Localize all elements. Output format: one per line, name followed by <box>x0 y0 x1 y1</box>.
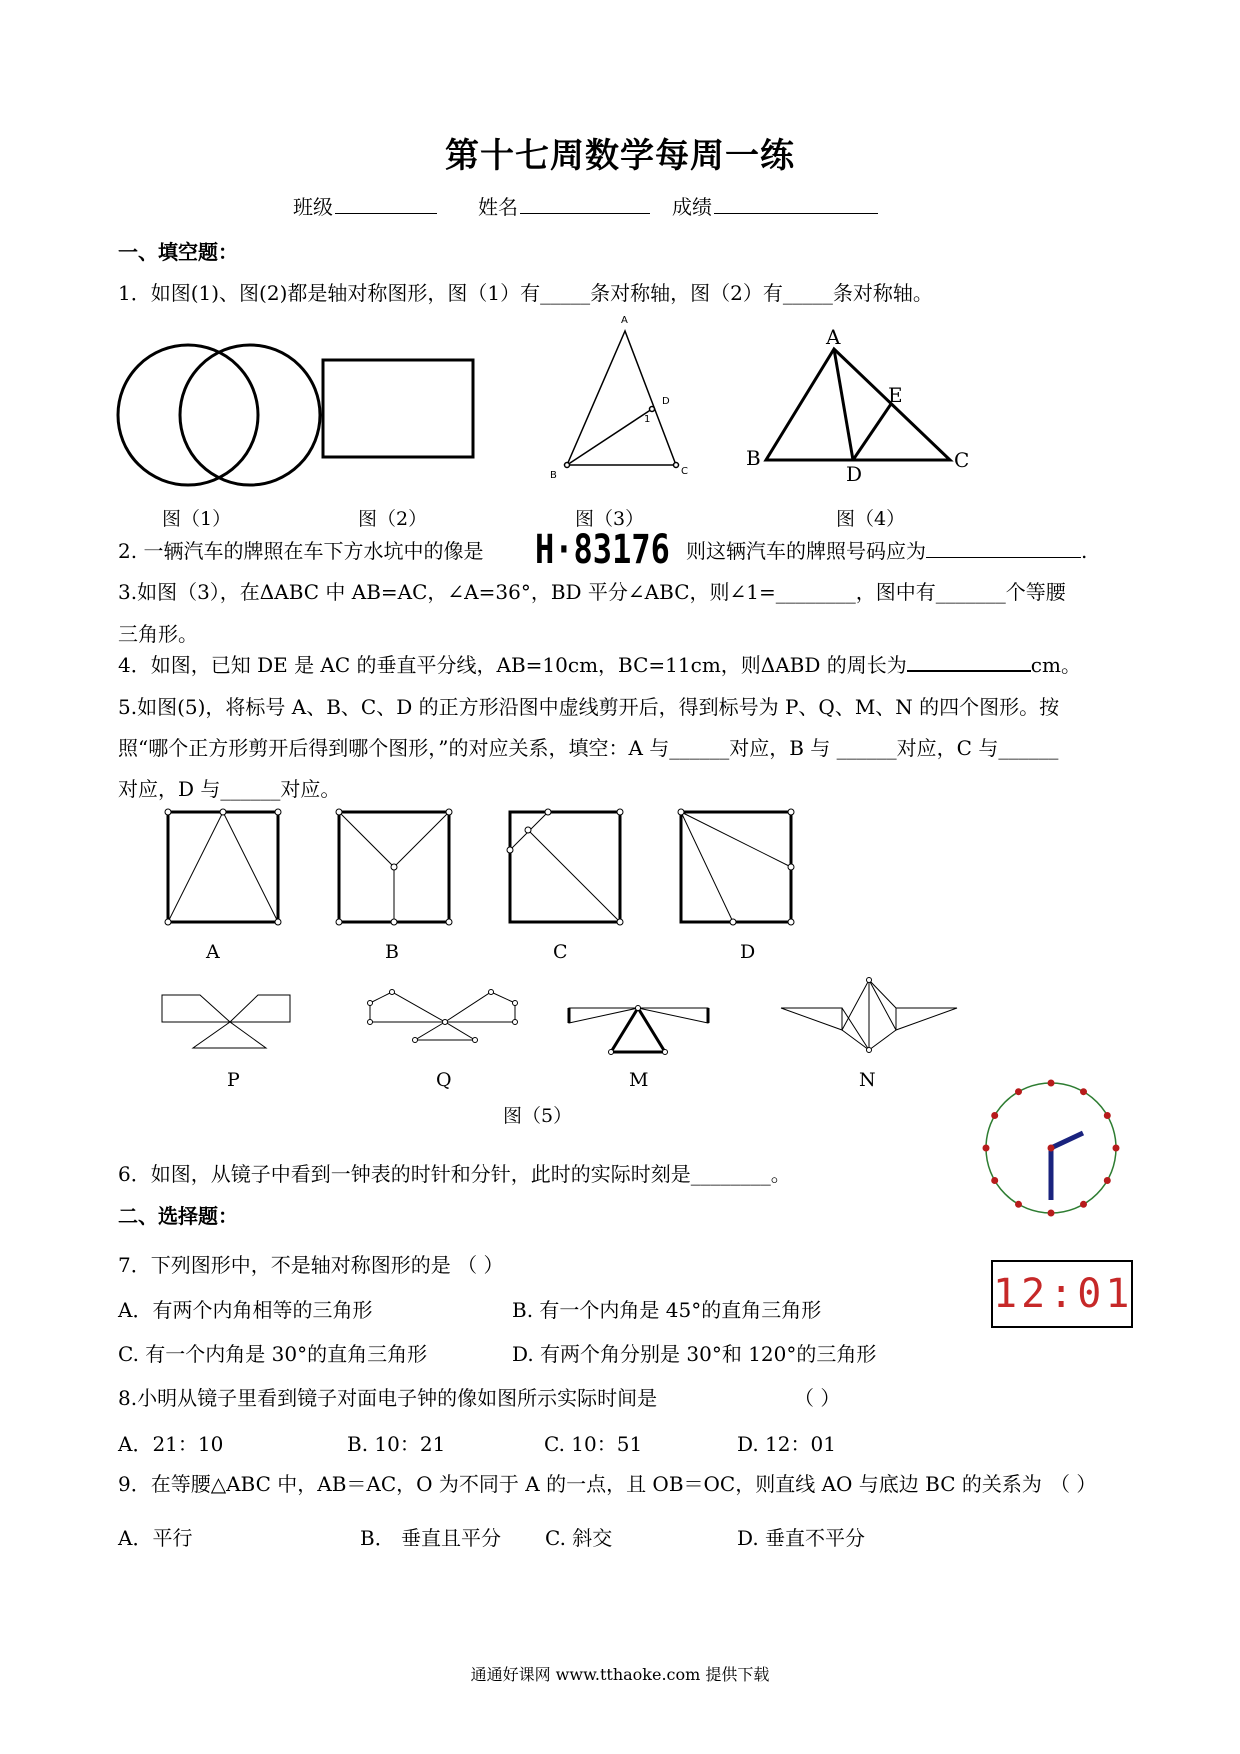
name-label: 姓名 <box>478 195 518 219</box>
piece-label-m: M <box>629 1069 649 1091</box>
piece-label-p: P <box>227 1069 240 1091</box>
question-9: 9．在等腰△ABC 中，AB＝AC，O 为不同于 A 的一点，且 OB＝OC，则直线 AO 与底边 BC 的关系为 <box>118 1472 1042 1496</box>
q9-option-c[interactable]: C. 斜交 <box>545 1526 613 1550</box>
q7-option-b[interactable]: B. 有一个内角是 45°的直角三角形 <box>512 1298 822 1322</box>
section-multiple-choice: 二、选择题： <box>118 1204 238 1228</box>
question-6: 6．如图，从镜子中看到一钟表的时针和分针，此时的实际时刻是________。 <box>118 1162 791 1186</box>
q9-option-a[interactable]: A．平行 <box>118 1526 193 1550</box>
fig4-label-b: B <box>746 446 761 470</box>
q8-option-c[interactable]: C. 10：51 <box>544 1432 643 1456</box>
fig3-label-c: C <box>681 466 688 477</box>
section-fill-blank: 一、填空题： <box>118 240 238 264</box>
fig3-label-b: B <box>550 470 557 481</box>
fig3-label-1: 1 <box>644 414 651 425</box>
q8-option-b[interactable]: B. 10：21 <box>347 1432 446 1456</box>
q8-option-a[interactable]: A．21：10 <box>118 1432 224 1456</box>
q7-option-a[interactable]: A．有两个内角相等的三角形 <box>118 1298 373 1322</box>
q9-option-b[interactable]: B． 垂直且平分 <box>360 1526 502 1550</box>
piece-label-q: Q <box>436 1069 452 1091</box>
q8-option-d[interactable]: D. 12：01 <box>737 1432 836 1456</box>
caption-fig-1: 图（1） <box>162 508 232 530</box>
question-1: 1．如图(1)、图(2)都是轴对称图形，图（1）有_____条对称轴，图（2）有_____条对称轴。 <box>118 281 933 305</box>
mirrored-license-plate: H·83176 <box>535 527 670 573</box>
question-3-line-1: 3.如图（3），在ΔABC 中 AB=AC，∠A=36°，BD 平分∠ABC，则∠1=________，图中有_______个等腰 <box>118 580 1066 604</box>
mirror-clock-face <box>983 1080 1119 1216</box>
question-8: 8.小明从镜子里看到镜子对面电子钟的像如图所示实际时间是 <box>118 1386 658 1410</box>
piece-label-n: N <box>859 1069 876 1091</box>
digital-clock-digits: 12:01 <box>993 1271 1134 1317</box>
question-4: 4．如图，已知 DE 是 AC 的垂直平分线，AB=10cm，BC=11cm，则ΔABD 的周长为 cm。 <box>118 653 1081 677</box>
q9-answer-paren[interactable]: （ ） <box>1050 1472 1097 1496</box>
square-label-b: B <box>385 941 399 963</box>
square-label-c: C <box>553 941 568 963</box>
question-3-line-2: 三角形。 <box>118 622 198 646</box>
question-2-tail: 则这辆汽车的牌照号码应为 . <box>686 539 1088 563</box>
square-label-d: D <box>740 941 756 963</box>
fig4-label-d: D <box>846 462 863 486</box>
caption-fig-4: 图（4） <box>836 508 906 530</box>
q7-option-c[interactable]: C. 有一个内角是 30°的直角三角形 <box>118 1342 428 1366</box>
fig4-label-a: A <box>826 325 841 349</box>
score-label: 成绩 <box>672 195 712 219</box>
question-5-line-2: 照“哪个正方形剪开后得到哪个图形，”的对应关系，填空：A 与______对应，B 与 ______对应，C 与______ <box>118 736 1059 760</box>
caption-fig-5: 图（5） <box>503 1105 573 1127</box>
page-footer: 通通好课网 www.tthaoke.com 提供下载 <box>470 1665 770 1684</box>
fig3-label-a: A <box>621 315 628 326</box>
digital-clock-mirror-image <box>991 1260 1133 1328</box>
fig3-label-d: D <box>662 396 670 407</box>
q7-option-d[interactable]: D. 有两个角分别是 30°和 120°的三角形 <box>512 1342 877 1366</box>
question-5-line-3: 对应，D 与______对应。 <box>118 777 341 801</box>
question-7: 7．下列图形中，不是轴对称图形的是 （ ） <box>118 1253 504 1277</box>
q8-answer-paren[interactable]: （ ） <box>794 1386 841 1410</box>
caption-fig-3: 图（3） <box>575 508 645 530</box>
question-5-line-1: 5.如图(5)，将标号 A、B、C、D 的正方形沿图中虚线剪开后，得到标号为 P、Q、M、N 的四个图形。按 <box>118 695 1060 719</box>
caption-fig-2: 图（2） <box>358 508 428 530</box>
q9-option-d[interactable]: D. 垂直不平分 <box>737 1526 866 1550</box>
class-label: 班级 <box>293 195 333 219</box>
fig4-label-c: C <box>954 448 970 472</box>
question-2-text: 2. 一辆汽车的牌照在车下方水坑中的像是 <box>118 539 484 563</box>
square-label-a: A <box>206 941 220 963</box>
page-title: 第十七周数学每周一练 <box>445 136 795 176</box>
fig4-label-e: E <box>888 383 903 407</box>
